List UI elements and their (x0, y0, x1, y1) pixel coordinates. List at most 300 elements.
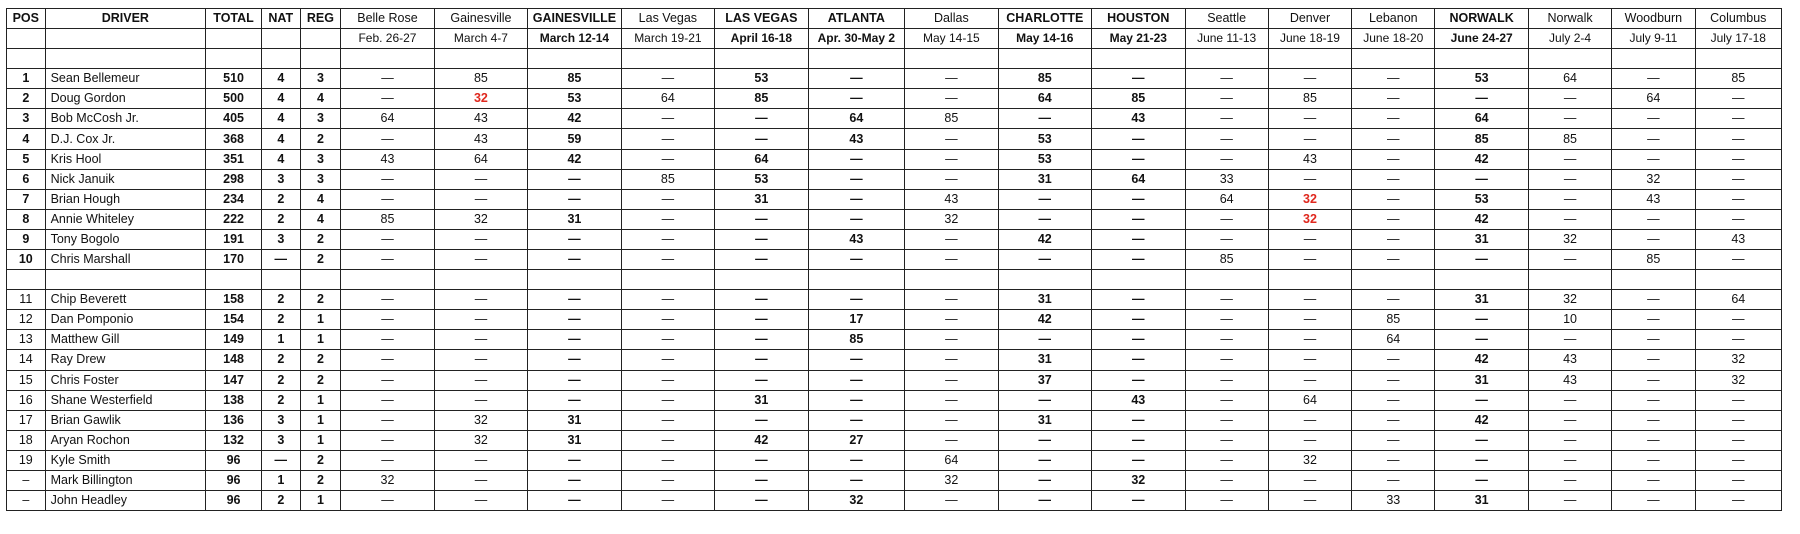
result-cell: — (905, 250, 998, 270)
result-cell: — (1092, 250, 1185, 270)
nat-count-cell: 2 (262, 209, 301, 229)
result-cell: — (1268, 250, 1351, 270)
result-cell: 42 (528, 149, 621, 169)
spacer-row (7, 49, 1782, 69)
empty-cell (621, 270, 714, 290)
result-cell: — (1612, 430, 1695, 450)
nat-count-cell: 4 (262, 129, 301, 149)
result-cell: — (621, 310, 714, 330)
result-cell: 32 (1528, 290, 1611, 310)
result-cell: — (1352, 129, 1435, 149)
driver-row (7, 109, 1782, 129)
result-cell: — (1435, 89, 1528, 109)
result-cell: — (528, 229, 621, 249)
result-cell: — (621, 109, 714, 129)
result-cell: 53 (998, 149, 1091, 169)
result-cell: 64 (808, 109, 905, 129)
total-points-cell: 132 (206, 430, 262, 450)
result-cell: — (1612, 129, 1695, 149)
result-cell: — (1185, 390, 1268, 410)
position-cell: 2 (7, 89, 46, 109)
header-row (7, 9, 1782, 29)
result-cell: — (905, 330, 998, 350)
nat-count-cell: 2 (262, 390, 301, 410)
result-cell: — (808, 89, 905, 109)
result-cell: — (1185, 410, 1268, 430)
result-cell: — (1092, 410, 1185, 430)
result-cell: — (621, 470, 714, 490)
result-cell: — (528, 390, 621, 410)
result-cell: — (905, 350, 998, 370)
result-cell: — (434, 491, 527, 511)
result-cell: — (1092, 491, 1185, 511)
empty-cell (1352, 49, 1435, 69)
result-cell: — (905, 89, 998, 109)
result-cell: — (434, 470, 527, 490)
result-cell: — (998, 209, 1091, 229)
position-cell: – (7, 470, 46, 490)
result-cell: 53 (528, 89, 621, 109)
result-cell: — (528, 189, 621, 209)
result-cell: 32 (1268, 450, 1351, 470)
result-cell: — (715, 470, 808, 490)
result-cell: — (434, 330, 527, 350)
nat-count-cell: 4 (262, 69, 301, 89)
result-cell: 64 (434, 149, 527, 169)
event-header: Las Vegas (621, 9, 714, 29)
result-cell: — (715, 330, 808, 350)
result-cell: — (905, 169, 998, 189)
result-cell: — (1528, 250, 1611, 270)
result-cell: — (1695, 209, 1781, 229)
result-cell: — (621, 209, 714, 229)
empty-cell (1435, 49, 1528, 69)
empty-cell (1528, 270, 1611, 290)
result-cell: — (1185, 430, 1268, 450)
event-dates: Apr. 30-May 2 (808, 29, 905, 49)
result-cell: 64 (1435, 109, 1528, 129)
total-header: TOTAL (206, 9, 262, 29)
result-cell: — (1528, 450, 1611, 470)
nat-count-cell: 2 (262, 350, 301, 370)
result-cell: — (1268, 470, 1351, 490)
reg-count-cell: 1 (300, 430, 341, 450)
total-points-cell: 158 (206, 290, 262, 310)
result-cell: 43 (1268, 149, 1351, 169)
result-cell: — (808, 290, 905, 310)
position-cell: 14 (7, 350, 46, 370)
event-dates: March 12-14 (528, 29, 621, 49)
event-dates: Feb. 26-27 (341, 29, 434, 49)
empty-cell (45, 49, 206, 69)
result-cell: — (905, 410, 998, 430)
position-cell: 7 (7, 189, 46, 209)
result-cell: — (905, 310, 998, 330)
result-cell: — (1352, 290, 1435, 310)
result-cell: — (1352, 390, 1435, 410)
result-cell: — (434, 370, 527, 390)
empty-cell (1612, 49, 1695, 69)
result-cell: 85 (808, 330, 905, 350)
result-cell: 43 (1528, 350, 1611, 370)
driver-date-blank (45, 29, 206, 49)
position-cell: 4 (7, 129, 46, 149)
result-cell: — (905, 430, 998, 450)
result-cell: — (1528, 149, 1611, 169)
result-cell: — (1695, 390, 1781, 410)
result-cell: 32 (1612, 169, 1695, 189)
result-cell: — (434, 290, 527, 310)
result-cell: — (905, 149, 998, 169)
nat-count-cell: 4 (262, 149, 301, 169)
result-cell: — (1435, 430, 1528, 450)
result-cell: 31 (715, 189, 808, 209)
empty-cell (1695, 49, 1781, 69)
result-cell: 85 (715, 89, 808, 109)
result-cell: — (1528, 491, 1611, 511)
result-cell: 64 (341, 109, 434, 129)
nat-count-cell: 3 (262, 169, 301, 189)
event-dates: July 2-4 (1528, 29, 1611, 49)
empty-cell (341, 49, 434, 69)
empty-cell (341, 270, 434, 290)
result-cell: 85 (1092, 89, 1185, 109)
result-cell: — (1092, 450, 1185, 470)
result-cell: — (528, 491, 621, 511)
result-cell: — (808, 470, 905, 490)
result-cell: 85 (528, 69, 621, 89)
result-cell: 64 (1185, 189, 1268, 209)
result-cell: 31 (1435, 290, 1528, 310)
driver-name-cell: Bob McCosh Jr. (45, 109, 206, 129)
result-cell: — (905, 370, 998, 390)
nat-count-cell: 4 (262, 89, 301, 109)
result-cell: 85 (621, 169, 714, 189)
result-cell: 43 (808, 229, 905, 249)
result-cell: 42 (1435, 209, 1528, 229)
result-cell: — (528, 350, 621, 370)
result-cell: 43 (1092, 390, 1185, 410)
total-points-cell: 96 (206, 491, 262, 511)
event-header: HOUSTON (1092, 9, 1185, 29)
result-cell: — (1092, 330, 1185, 350)
driver-name-cell: Mark Billington (45, 470, 206, 490)
result-cell: — (1612, 69, 1695, 89)
driver-name-cell: Chris Marshall (45, 250, 206, 270)
result-cell: — (1185, 310, 1268, 330)
reg-count-cell: 4 (300, 189, 341, 209)
result-cell: — (998, 390, 1091, 410)
result-cell: — (1268, 129, 1351, 149)
position-cell: 19 (7, 450, 46, 470)
driver-name-cell: Ray Drew (45, 350, 206, 370)
result-cell: — (1092, 370, 1185, 390)
result-cell: — (808, 69, 905, 89)
driver-row (7, 410, 1782, 430)
nat-count-cell: 3 (262, 410, 301, 430)
empty-cell (1695, 270, 1781, 290)
result-cell: — (621, 430, 714, 450)
reg-count-cell: 1 (300, 330, 341, 350)
result-cell: 10 (1528, 310, 1611, 330)
result-cell: — (528, 250, 621, 270)
event-dates: July 17-18 (1695, 29, 1781, 49)
reg-count-cell: 2 (300, 450, 341, 470)
driver-row (7, 330, 1782, 350)
event-header: CHARLOTTE (998, 9, 1091, 29)
result-cell: — (341, 129, 434, 149)
result-cell: — (1435, 310, 1528, 330)
result-cell: 31 (528, 430, 621, 450)
empty-cell (300, 270, 341, 290)
driver-name-cell: Chris Foster (45, 370, 206, 390)
driver-name-cell: Brian Hough (45, 189, 206, 209)
result-cell: — (1612, 209, 1695, 229)
result-cell: 32 (434, 430, 527, 450)
result-cell: 43 (434, 109, 527, 129)
result-cell: — (1695, 169, 1781, 189)
result-cell: — (621, 290, 714, 310)
reg-count-cell: 3 (300, 69, 341, 89)
result-cell: — (1268, 169, 1351, 189)
driver-row (7, 450, 1782, 470)
result-cell: — (1612, 410, 1695, 430)
result-cell: — (998, 450, 1091, 470)
driver-name-cell: Sean Bellemeur (45, 69, 206, 89)
result-cell: 31 (998, 290, 1091, 310)
empty-cell (1185, 270, 1268, 290)
result-cell: 53 (1435, 69, 1528, 89)
event-header: ATLANTA (808, 9, 905, 29)
total-points-cell: 234 (206, 189, 262, 209)
position-cell: 11 (7, 290, 46, 310)
result-cell: — (1695, 450, 1781, 470)
result-cell: — (1092, 290, 1185, 310)
result-cell: — (715, 229, 808, 249)
result-cell: — (715, 350, 808, 370)
result-cell: — (341, 229, 434, 249)
empty-cell (7, 49, 46, 69)
result-cell: 85 (1352, 310, 1435, 330)
result-cell: — (621, 250, 714, 270)
event-header: NORWALK (1435, 9, 1528, 29)
result-cell: 32 (905, 209, 998, 229)
result-cell: 53 (715, 69, 808, 89)
result-cell: 42 (1435, 149, 1528, 169)
result-cell: 43 (434, 129, 527, 149)
result-cell: 53 (998, 129, 1091, 149)
total-points-cell: 510 (206, 69, 262, 89)
driver-name-cell: Nick Januik (45, 169, 206, 189)
empty-cell (45, 270, 206, 290)
total-points-cell: 351 (206, 149, 262, 169)
result-cell: 42 (715, 430, 808, 450)
result-cell: 32 (1268, 189, 1351, 209)
pos-date-blank (7, 29, 46, 49)
result-cell: — (905, 69, 998, 89)
result-cell: — (434, 189, 527, 209)
result-cell: — (1695, 410, 1781, 430)
result-cell: — (1435, 390, 1528, 410)
nat-count-cell: 2 (262, 310, 301, 330)
empty-cell (905, 270, 998, 290)
result-cell: — (998, 189, 1091, 209)
event-dates: June 18-19 (1268, 29, 1351, 49)
result-cell: — (1528, 390, 1611, 410)
result-cell: — (1695, 109, 1781, 129)
empty-cell (528, 49, 621, 69)
event-header: LAS VEGAS (715, 9, 808, 29)
result-cell: — (1092, 310, 1185, 330)
result-cell: — (998, 250, 1091, 270)
result-cell: — (1612, 390, 1695, 410)
reg-count-cell: 2 (300, 129, 341, 149)
nat-count-cell: 2 (262, 290, 301, 310)
result-cell: — (341, 69, 434, 89)
result-cell: — (1612, 470, 1695, 490)
total-points-cell: 170 (206, 250, 262, 270)
driver-row (7, 209, 1782, 229)
event-header: Columbus (1695, 9, 1781, 29)
event-header: Dallas (905, 9, 998, 29)
nat-count-cell: 3 (262, 229, 301, 249)
result-cell: 37 (998, 370, 1091, 390)
empty-cell (715, 49, 808, 69)
result-cell: 85 (1435, 129, 1528, 149)
result-cell: 31 (528, 209, 621, 229)
total-points-cell: 222 (206, 209, 262, 229)
reg-count-cell: 2 (300, 250, 341, 270)
result-cell: — (621, 69, 714, 89)
result-cell: — (528, 310, 621, 330)
result-cell: — (1092, 209, 1185, 229)
result-cell: — (1695, 330, 1781, 350)
nat-count-cell: 2 (262, 370, 301, 390)
result-cell: — (341, 450, 434, 470)
total-points-cell: 136 (206, 410, 262, 430)
result-cell: 64 (715, 149, 808, 169)
result-cell: 43 (1695, 229, 1781, 249)
result-cell: — (528, 470, 621, 490)
nat-date-blank (262, 29, 301, 49)
driver-row (7, 310, 1782, 330)
result-cell: — (341, 430, 434, 450)
total-points-cell: 191 (206, 229, 262, 249)
reg-count-cell: 1 (300, 410, 341, 430)
result-cell: — (528, 330, 621, 350)
nat-count-cell: — (262, 250, 301, 270)
result-cell: 85 (1185, 250, 1268, 270)
result-cell: — (1612, 350, 1695, 370)
result-cell: — (1435, 470, 1528, 490)
position-cell: 12 (7, 310, 46, 330)
result-cell: 31 (998, 410, 1091, 430)
driver-row (7, 189, 1782, 209)
reg-count-cell: 2 (300, 470, 341, 490)
result-cell: — (1268, 491, 1351, 511)
empty-cell (1268, 49, 1351, 69)
result-cell: — (621, 350, 714, 370)
event-header: Woodburn (1612, 9, 1695, 29)
result-cell: — (715, 129, 808, 149)
position-cell: 16 (7, 390, 46, 410)
result-cell: — (905, 290, 998, 310)
reg-count-cell: 2 (300, 370, 341, 390)
result-cell: — (341, 330, 434, 350)
position-cell: 18 (7, 430, 46, 450)
result-cell: — (341, 189, 434, 209)
result-cell: — (1528, 189, 1611, 209)
event-dates: June 24-27 (1435, 29, 1528, 49)
driver-row (7, 350, 1782, 370)
result-cell: 85 (1528, 129, 1611, 149)
driver-name-cell: Kris Hool (45, 149, 206, 169)
spacer-row (7, 270, 1782, 290)
result-cell: — (1268, 430, 1351, 450)
result-cell: — (1185, 209, 1268, 229)
result-cell: 85 (1695, 69, 1781, 89)
result-cell: 64 (1092, 169, 1185, 189)
result-cell: 33 (1352, 491, 1435, 511)
result-cell: — (434, 169, 527, 189)
result-cell: 64 (1352, 330, 1435, 350)
result-cell: — (1352, 410, 1435, 430)
nat-count-cell: 3 (262, 430, 301, 450)
result-cell: — (621, 370, 714, 390)
result-cell: — (1185, 350, 1268, 370)
empty-cell (434, 49, 527, 69)
nat-count-cell: 2 (262, 491, 301, 511)
result-cell: — (808, 450, 905, 470)
empty-cell (528, 270, 621, 290)
result-cell: — (621, 491, 714, 511)
result-cell: — (808, 250, 905, 270)
result-cell: — (1092, 350, 1185, 370)
event-dates: April 16-18 (715, 29, 808, 49)
position-cell: – (7, 491, 46, 511)
result-cell: 85 (1268, 89, 1351, 109)
result-cell: — (715, 450, 808, 470)
empty-cell (1092, 49, 1185, 69)
position-cell: 5 (7, 149, 46, 169)
driver-row (7, 470, 1782, 490)
pos-header: POS (7, 9, 46, 29)
reg-count-cell: 4 (300, 209, 341, 229)
total-points-cell: 154 (206, 310, 262, 330)
result-cell: — (341, 290, 434, 310)
event-dates: May 14-15 (905, 29, 998, 49)
result-cell: — (715, 310, 808, 330)
driver-row (7, 129, 1782, 149)
result-cell: — (621, 330, 714, 350)
result-cell: — (1528, 330, 1611, 350)
reg-count-cell: 1 (300, 390, 341, 410)
result-cell: — (715, 109, 808, 129)
driver-row (7, 169, 1782, 189)
empty-cell (434, 270, 527, 290)
driver-name-cell: Aryan Rochon (45, 430, 206, 450)
event-header: Lebanon (1352, 9, 1435, 29)
position-cell: 1 (7, 69, 46, 89)
reg-header: REG (300, 9, 341, 29)
result-cell: — (808, 209, 905, 229)
empty-cell (1268, 270, 1351, 290)
result-cell: — (1695, 470, 1781, 490)
result-cell: 31 (715, 390, 808, 410)
result-cell: 32 (341, 470, 434, 490)
result-cell: — (1695, 430, 1781, 450)
result-cell: — (341, 310, 434, 330)
